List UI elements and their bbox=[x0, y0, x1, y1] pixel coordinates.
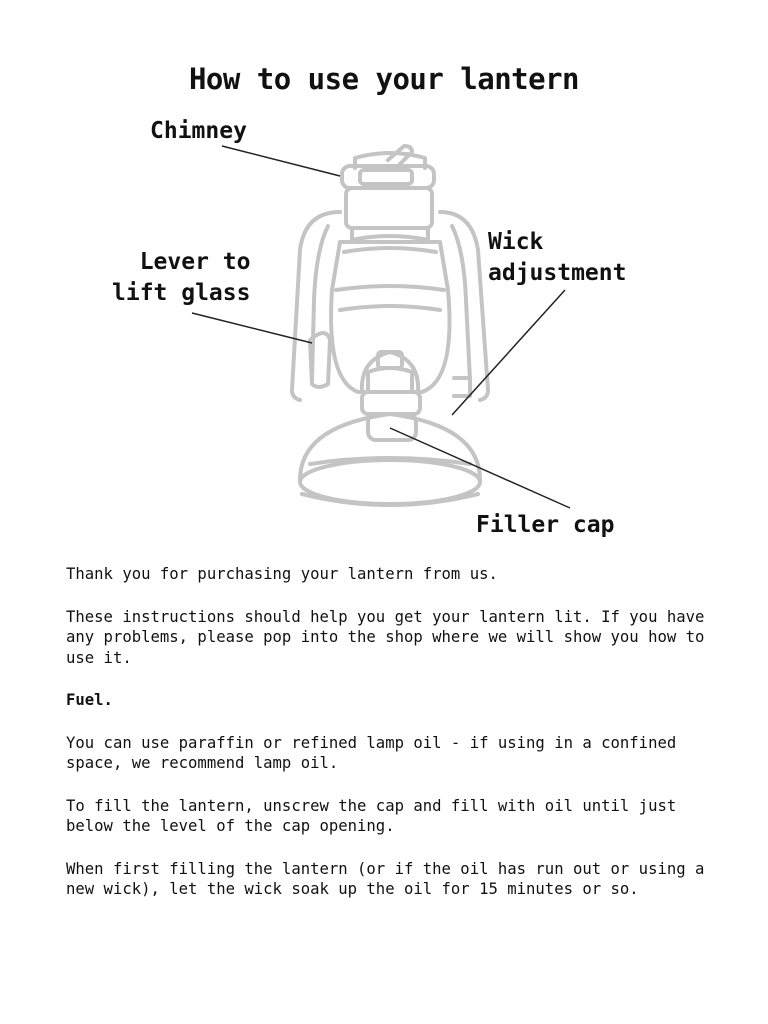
filler-cap-label: Filler cap bbox=[476, 512, 615, 538]
lever-label: Lever to lift glass bbox=[112, 249, 251, 306]
wick-adjustment-label: Wick adjustment bbox=[488, 229, 627, 286]
chimney-label: Chimney bbox=[150, 118, 247, 144]
fuel-heading: Fuel. bbox=[66, 691, 113, 709]
lantern-illustration bbox=[292, 146, 488, 505]
fill-paragraph: To fill the lantern, unscrew the cap and fill with oil until just below the level of the cap opening. bbox=[66, 796, 677, 835]
soak-paragraph: When first filling the lantern (or if the oil has run out or using a new wick), let the wick soak up the oil for 15 minutes or so. bbox=[66, 859, 705, 898]
thanks-paragraph: Thank you for purchasing your lantern from us. bbox=[66, 565, 498, 583]
page-title: How to use your lantern bbox=[188, 62, 580, 96]
instructions bbox=[66, 564, 716, 922]
intro-paragraph: These instructions should help you get your lantern lit. If you have any problems, please pop into the shop where we will show you how to use it. bbox=[66, 607, 705, 667]
chimney-leader bbox=[222, 146, 340, 176]
leader-lines bbox=[192, 146, 570, 508]
filler-leader bbox=[390, 428, 570, 508]
fuel-paragraph: You can use paraffin or refined lamp oil - if using in a confined space, we recommend lamp oil. bbox=[66, 733, 677, 772]
